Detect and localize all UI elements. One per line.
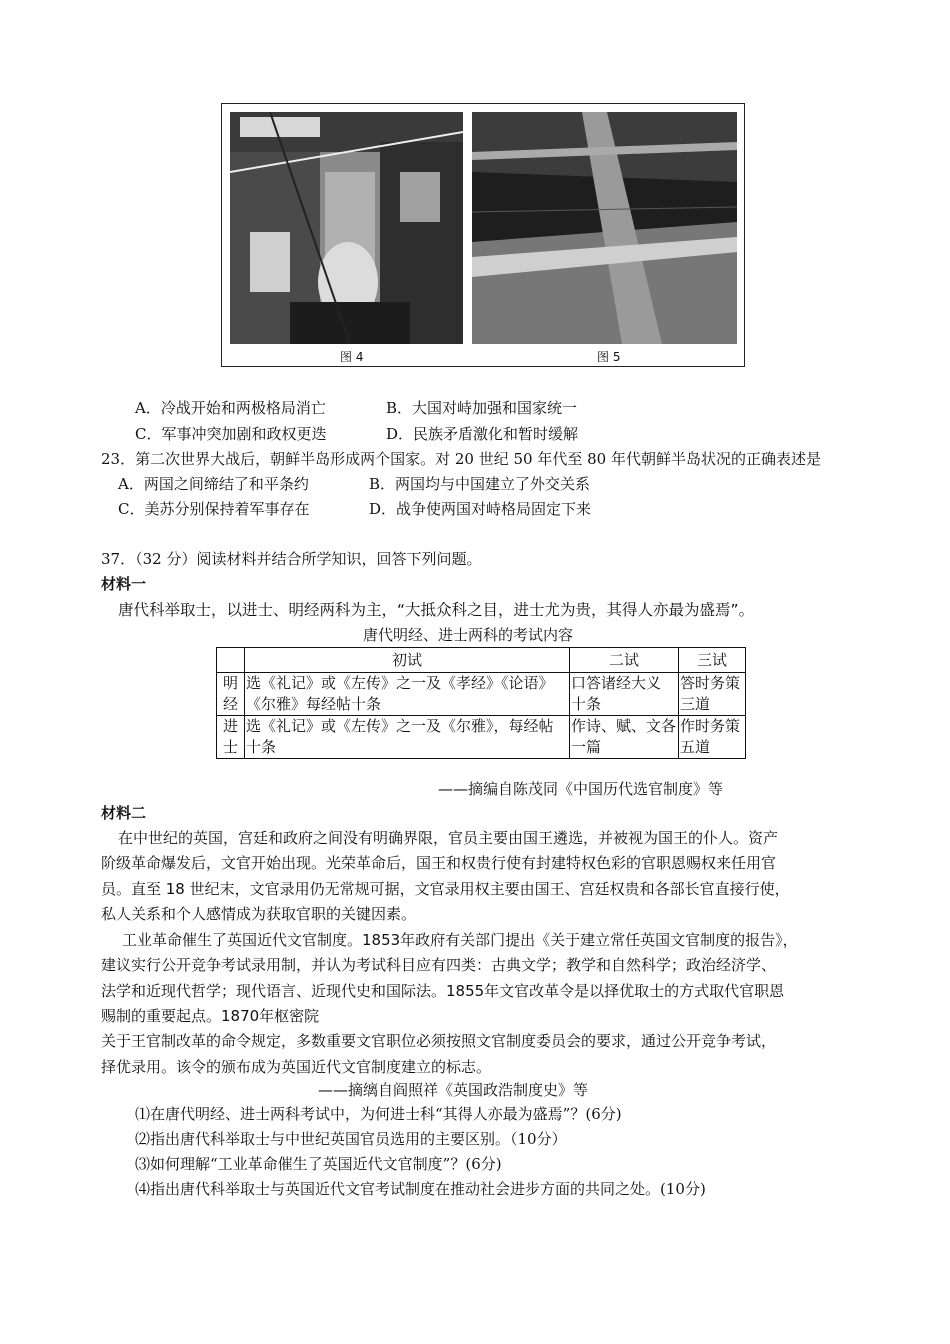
- q22-option-a: A．冷战开始和两极格局消亡: [135, 399, 326, 417]
- table-title: 唐代明经、进士两科的考试内容: [363, 626, 574, 644]
- cell-line: 作时务策: [680, 717, 741, 735]
- table-cell-second-exam: [570, 716, 679, 759]
- subject-line: 经: [222, 695, 238, 713]
- source-1: ——摘编自陈茂同《中国历代选官制度》等: [438, 780, 724, 798]
- material-2-p1-line2: 阶级革命爆发后，文官开始出现。光荣革命后，国王和权贵行使有封建特权色彩的官职恩赐权来任用官: [101, 854, 777, 872]
- exam-content-table: [216, 647, 746, 759]
- q22-option-b: B．大国对峙加强和国家统一: [386, 399, 578, 417]
- subject-line: 士: [222, 738, 238, 756]
- cell-line: 选《礼记》或《左传》之一及《尔雅》，每经帖: [246, 717, 554, 735]
- figure-5-image: [472, 112, 737, 344]
- question-4: ⑷指出唐代科举取士与英国近代文官考试制度在推动社会进步方面的共同之处。(10分): [135, 1180, 706, 1198]
- cell-line: 五道: [680, 738, 711, 756]
- table-row: [217, 673, 746, 716]
- table-header-second-exam: 二试: [570, 648, 679, 673]
- cell-line: 三道: [680, 695, 711, 713]
- cell-line: 十条: [246, 738, 277, 756]
- material-2-p1-line3: 员。直至 18 世纪末，文官录用仍无常规可据，文官录用权主要由国王、宫廷权贵和各部长官直接行使，: [101, 880, 790, 898]
- table-header-empty: [217, 648, 245, 673]
- q22-option-d: D．民族矛盾激化和暂时缓解: [386, 425, 579, 443]
- cell-line: 选《礼记》或《左传》之一及《孝经》《论语》: [246, 674, 554, 692]
- table-cell-third-exam: [679, 673, 746, 716]
- table-cell-third-exam: [679, 716, 746, 759]
- table-cell-second-exam: [570, 673, 679, 716]
- question-1: ⑴在唐代明经、进士两科考试中，为何进士科“其得人亦最为盛焉”？(6分): [135, 1105, 622, 1123]
- material-2-p1-line1: 在中世纪的英国，宫廷和政府之间没有明确界限，官员主要由国王遴选，并被视为国王的仆人。资产: [118, 829, 779, 847]
- figure-5-photo: [472, 112, 737, 344]
- q37-stem: 37．（32 分）阅读材料并结合所学知识，回答下列问题。: [101, 550, 482, 568]
- material-2-p2-line5: 关于王官制改革的命令规定，多数重要文官职位必须按照文官制度委员会的要求，通过公开竞争考试，: [101, 1032, 777, 1050]
- cell-line: 十条: [571, 695, 602, 713]
- q22-option-c: C．军事冲突加剧和政权更迭: [135, 425, 327, 443]
- table-row: [217, 716, 746, 759]
- cell-line: 《尔雅》每经帖十条: [246, 695, 382, 713]
- material-2-p2-line3: 法学和近现代哲学；现代语言、近现代史和国际法。1855年文官改革令是以择优取士的方式取代官职恩: [101, 982, 785, 1000]
- q23-option-a: A．两国之间缔结了和平条约: [118, 475, 309, 493]
- q23-option-d: D．战争使两国对峙格局固定下来: [369, 500, 592, 518]
- question-3: ⑶如何理解“工业革命催生了英国近代文官制度”？(6分): [135, 1155, 502, 1173]
- cell-line: 口答诸经大义: [571, 674, 662, 692]
- source-2: ——摘缡自阎照祥《英国政浩制度史》等: [318, 1081, 589, 1099]
- table-header-third-exam: 三试: [679, 648, 746, 673]
- figure-5-caption: 图 5: [597, 350, 621, 364]
- cell-line: 一篇: [571, 738, 602, 756]
- figure-4-photo: [230, 112, 463, 344]
- material-2-p1-line4: 私人关系和个人感情成为获取官职的关键因素。: [101, 905, 417, 923]
- material-2-p2-line2: 建议实行公开竞争考试录用制，并认为考试科目应有四类：古典文学；教学和自然科学；政治经济学、: [101, 956, 777, 974]
- subject-line: 明: [222, 674, 238, 692]
- cell-line: 作诗、赋、文各: [571, 717, 677, 735]
- cell-line: 答时务策: [680, 674, 741, 692]
- figure-4-image: [230, 112, 463, 344]
- question-2: ⑵指出唐代科举取士与中世纪英国官员选用的主要区别。（10分）: [135, 1130, 567, 1148]
- table-cell-subject: [217, 673, 245, 716]
- material-2-p2-line6: 择优录用。该令的颁布成为英国近代文官制度建立的标志。: [101, 1058, 492, 1076]
- table-header-first-exam: 初试: [245, 648, 570, 673]
- material-1-title: 材料一: [101, 575, 147, 593]
- table-cell-subject: [217, 716, 245, 759]
- material-1-text: 唐代科举取士，以进士、明经两科为主，“大抵众科之目，进士尤为贵，其得人亦最为盛焉”。: [118, 601, 755, 619]
- material-2-p2-line1: 工业革命催生了英国近代文官制度。1853年政府有关部门提出《关于建立常任英国文官制度的报告》，: [122, 931, 798, 949]
- figure-4-caption: 图 4: [340, 350, 364, 364]
- material-2-p2-line4: 赐制的重要起点。1870年枢密院: [101, 1007, 320, 1025]
- subject-line: 进: [222, 717, 238, 735]
- q23-option-b: B．两国均与中国建立了外交关系: [369, 475, 591, 493]
- table-cell-first-exam: [245, 716, 570, 759]
- material-2-title: 材料二: [101, 804, 147, 822]
- table-header-row: [217, 648, 746, 673]
- q23-option-c: C．美苏分别保持着军事存在: [118, 500, 310, 518]
- table-cell-first-exam: [245, 673, 570, 716]
- q23-stem: 23．第二次世界大战后，朝鲜半岛形成两个国家。对 20 世纪 50 年代至 80 年代朝鲜半岛状况的正确表述是: [101, 450, 821, 468]
- figure-box: [221, 103, 745, 367]
